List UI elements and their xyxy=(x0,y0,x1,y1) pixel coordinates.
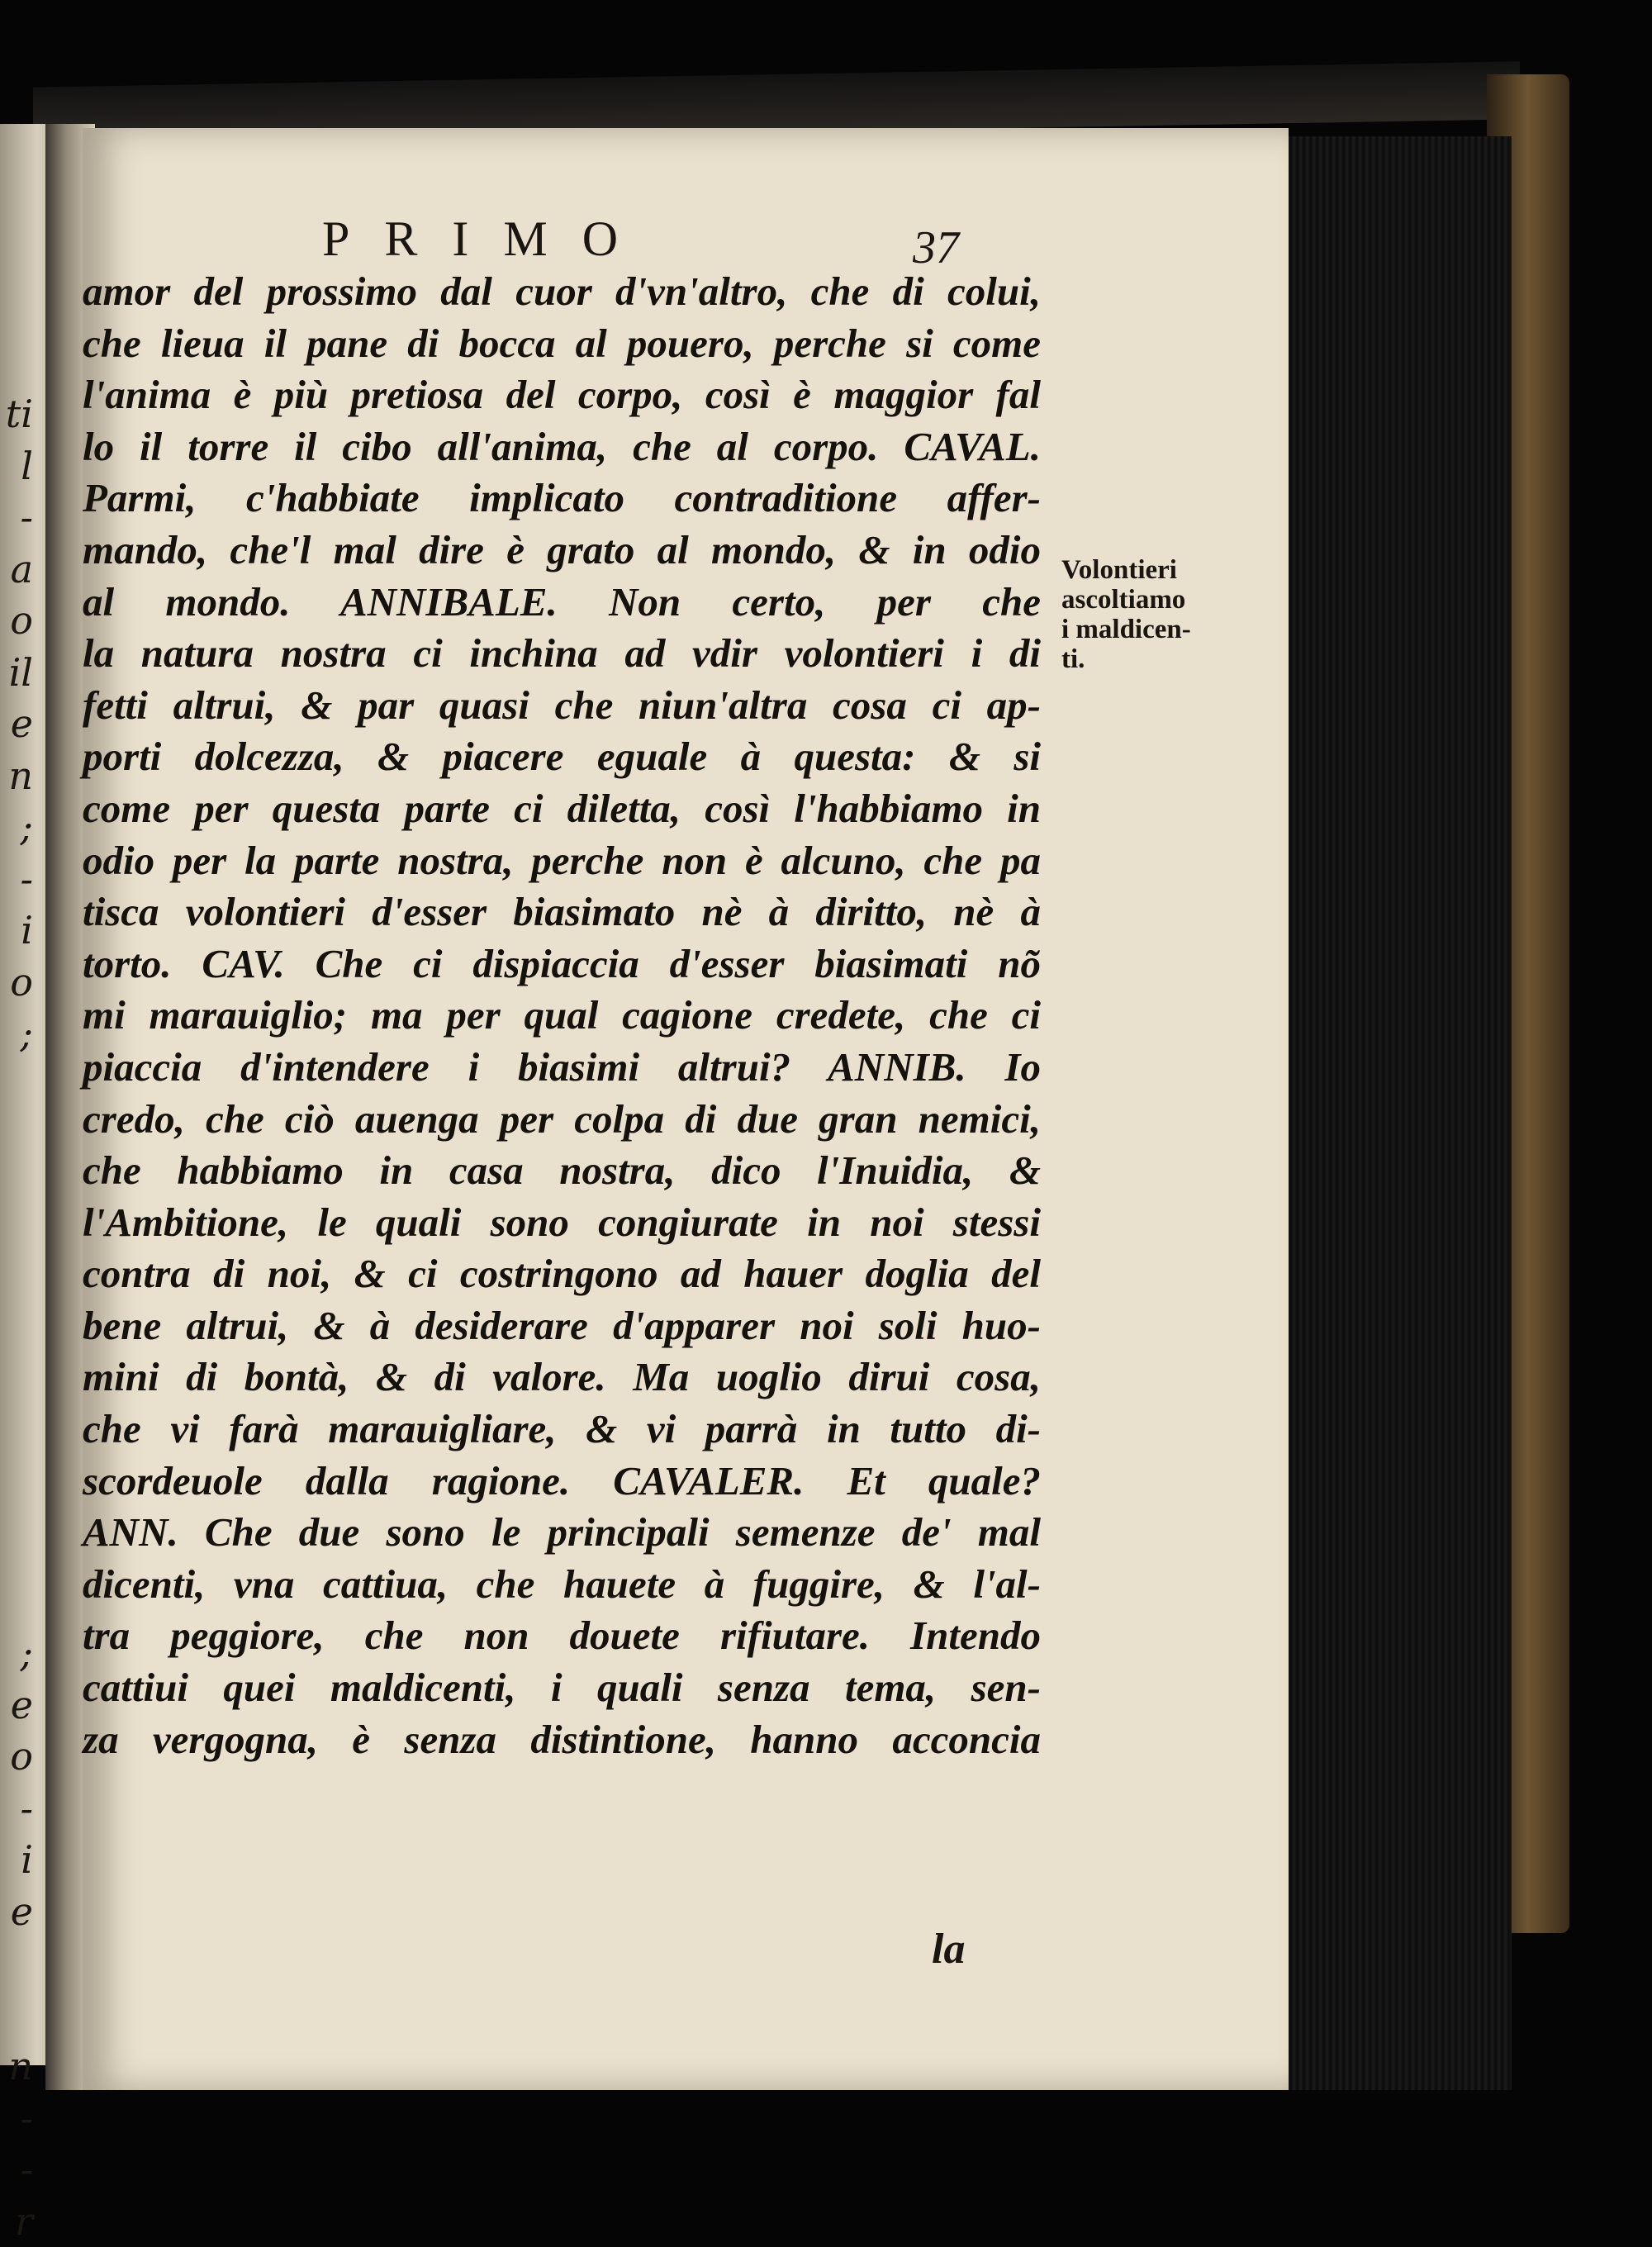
left-page-fragment: n xyxy=(0,750,33,802)
left-page-fragment: e xyxy=(0,698,33,750)
left-page-fragments xyxy=(0,388,33,2247)
text-line: mando, che'l mal dire è grato al mondo, & in odio xyxy=(83,525,1041,577)
left-page-fragment: ; xyxy=(0,801,33,853)
margin-note-line: Volontieri xyxy=(1061,555,1235,585)
page-number: 37 xyxy=(913,221,959,274)
text-line: dicenti, vna cattiua, che hauete à fuggire, & l'al- xyxy=(83,1559,1041,1611)
left-page-fragment xyxy=(0,1318,33,1370)
text-line: tisca volontieri d'esser biasimato nè à diritto, nè à xyxy=(83,886,1041,938)
text-line: l'anima è più pretiosa del corpo, così è maggior fal xyxy=(83,369,1041,421)
left-page-fragment: - xyxy=(0,1783,33,1835)
left-page-fragment: - xyxy=(0,2144,33,2196)
text-line: piaccia d'intendere i biasimi altrui? ANNIB. Io xyxy=(83,1042,1041,1094)
left-page-fragment: ; xyxy=(0,1627,33,1679)
left-page-fragment xyxy=(0,1266,33,1318)
left-page-fragment: i xyxy=(0,1834,33,1886)
left-page-fragment xyxy=(0,1421,33,1473)
text-line: mini di bontà, & di valore. Ma uoglio dirui cosa, xyxy=(83,1352,1041,1404)
text-line: amor del prossimo dal cuor d'vn'altro, che di colui, xyxy=(83,266,1041,318)
text-line: odio per la parte nostra, perche non è alcuno, che pa xyxy=(83,835,1041,887)
margin-note-line: i maldicen- xyxy=(1061,615,1235,644)
left-page-fragment xyxy=(0,1473,33,1525)
left-page-fragment: - xyxy=(0,492,33,544)
text-line: bene altrui, & à desiderare d'apparer noi soli huo- xyxy=(83,1300,1041,1352)
text-line: al mondo. ANNIBALE. Non certo, per che xyxy=(83,577,1041,629)
text-line: Parmi, c'habbiate implicato contraditione affer- xyxy=(83,473,1041,525)
left-page-fragment: il xyxy=(0,647,33,699)
left-page-fragment: l xyxy=(0,440,33,492)
left-page-fragment: - xyxy=(0,853,33,905)
text-line: che vi farà marauigliare, & vi parrà in tutto di- xyxy=(83,1404,1041,1456)
left-page-fragment: - xyxy=(0,2093,33,2145)
text-line: cattiui quei maldicenti, i quali senza tema, sen- xyxy=(83,1662,1041,1714)
body-text xyxy=(83,266,1041,1765)
catchword: la xyxy=(932,1925,965,1974)
margin-note-line: ascoltiamo xyxy=(1061,585,1235,615)
text-line: mi marauiglio; ma per qual cagione credete, che ci xyxy=(83,990,1041,1042)
text-line: contra di noi, & ci costringono ad hauer doglia del xyxy=(83,1248,1041,1300)
text-line: fetti altrui, & par quasi che niun'altra cosa ci ap- xyxy=(83,680,1041,732)
marginal-note xyxy=(1061,555,1235,674)
left-page-fragment: o xyxy=(0,957,33,1009)
left-page-fragment: ti xyxy=(0,388,33,440)
left-page-fragment xyxy=(0,1111,33,1163)
left-page-fragment: e xyxy=(0,1679,33,1732)
text-line: tra peggiore, che non douete rifiutare. Intendo xyxy=(83,1610,1041,1662)
text-line: la natura nostra ci inchina ad vdir volontieri i di xyxy=(83,628,1041,680)
text-line: l'Ambitione, le quali sono congiurate in noi stessi xyxy=(83,1197,1041,1249)
page-fore-edge xyxy=(1284,136,1512,2090)
text-line: come per questa parte ci diletta, così l'habbiamo in xyxy=(83,783,1041,835)
left-page-fragment: e xyxy=(0,1886,33,1938)
text-line: porti dolcezza, & piacere eguale à questa: & si xyxy=(83,731,1041,783)
text-line: za vergogna, è senza distintione, hanno acconcia xyxy=(83,1714,1041,1766)
text-line: lo il torre il cibo all'anima, che al corpo. CAVAL. xyxy=(83,421,1041,473)
left-page-fragment: a xyxy=(0,544,33,596)
text-line: torto. CAV. Che ci dispiaccia d'esser biasimati nõ xyxy=(83,938,1041,990)
left-page-fragment xyxy=(0,1060,33,1112)
left-page-fragment xyxy=(0,1370,33,1422)
left-page-fragment xyxy=(0,1163,33,1215)
text-line: credo, che ciò auenga per colpa di due gran nemici, xyxy=(83,1094,1041,1146)
left-page-fragment xyxy=(0,1576,33,1628)
left-page-fragment: r xyxy=(0,2196,33,2247)
left-page-fragment xyxy=(0,1989,33,2041)
margin-note-line: ti. xyxy=(1061,644,1235,674)
text-line: ANN. Che due sono le principali semenze de' mal xyxy=(83,1507,1041,1559)
left-page-fragment: i xyxy=(0,905,33,957)
left-page-fragment: n xyxy=(0,2040,33,2093)
left-page-fragment xyxy=(0,1524,33,1576)
text-line: scordeuole dalla ragione. CAVALER. Et quale? xyxy=(83,1456,1041,1508)
text-line: che habbiamo in casa nostra, dico l'Inuidia, & xyxy=(83,1145,1041,1197)
running-head: PRIMO xyxy=(322,211,1008,268)
text-line: che lieua il pane di bocca al pouero, perche si come xyxy=(83,318,1041,370)
left-page-fragment xyxy=(0,1937,33,1989)
left-page-fragment: ; xyxy=(0,1008,33,1060)
left-page-fragment: o xyxy=(0,1731,33,1783)
left-page-fragment: o xyxy=(0,595,33,647)
left-page-fragment xyxy=(0,1214,33,1266)
